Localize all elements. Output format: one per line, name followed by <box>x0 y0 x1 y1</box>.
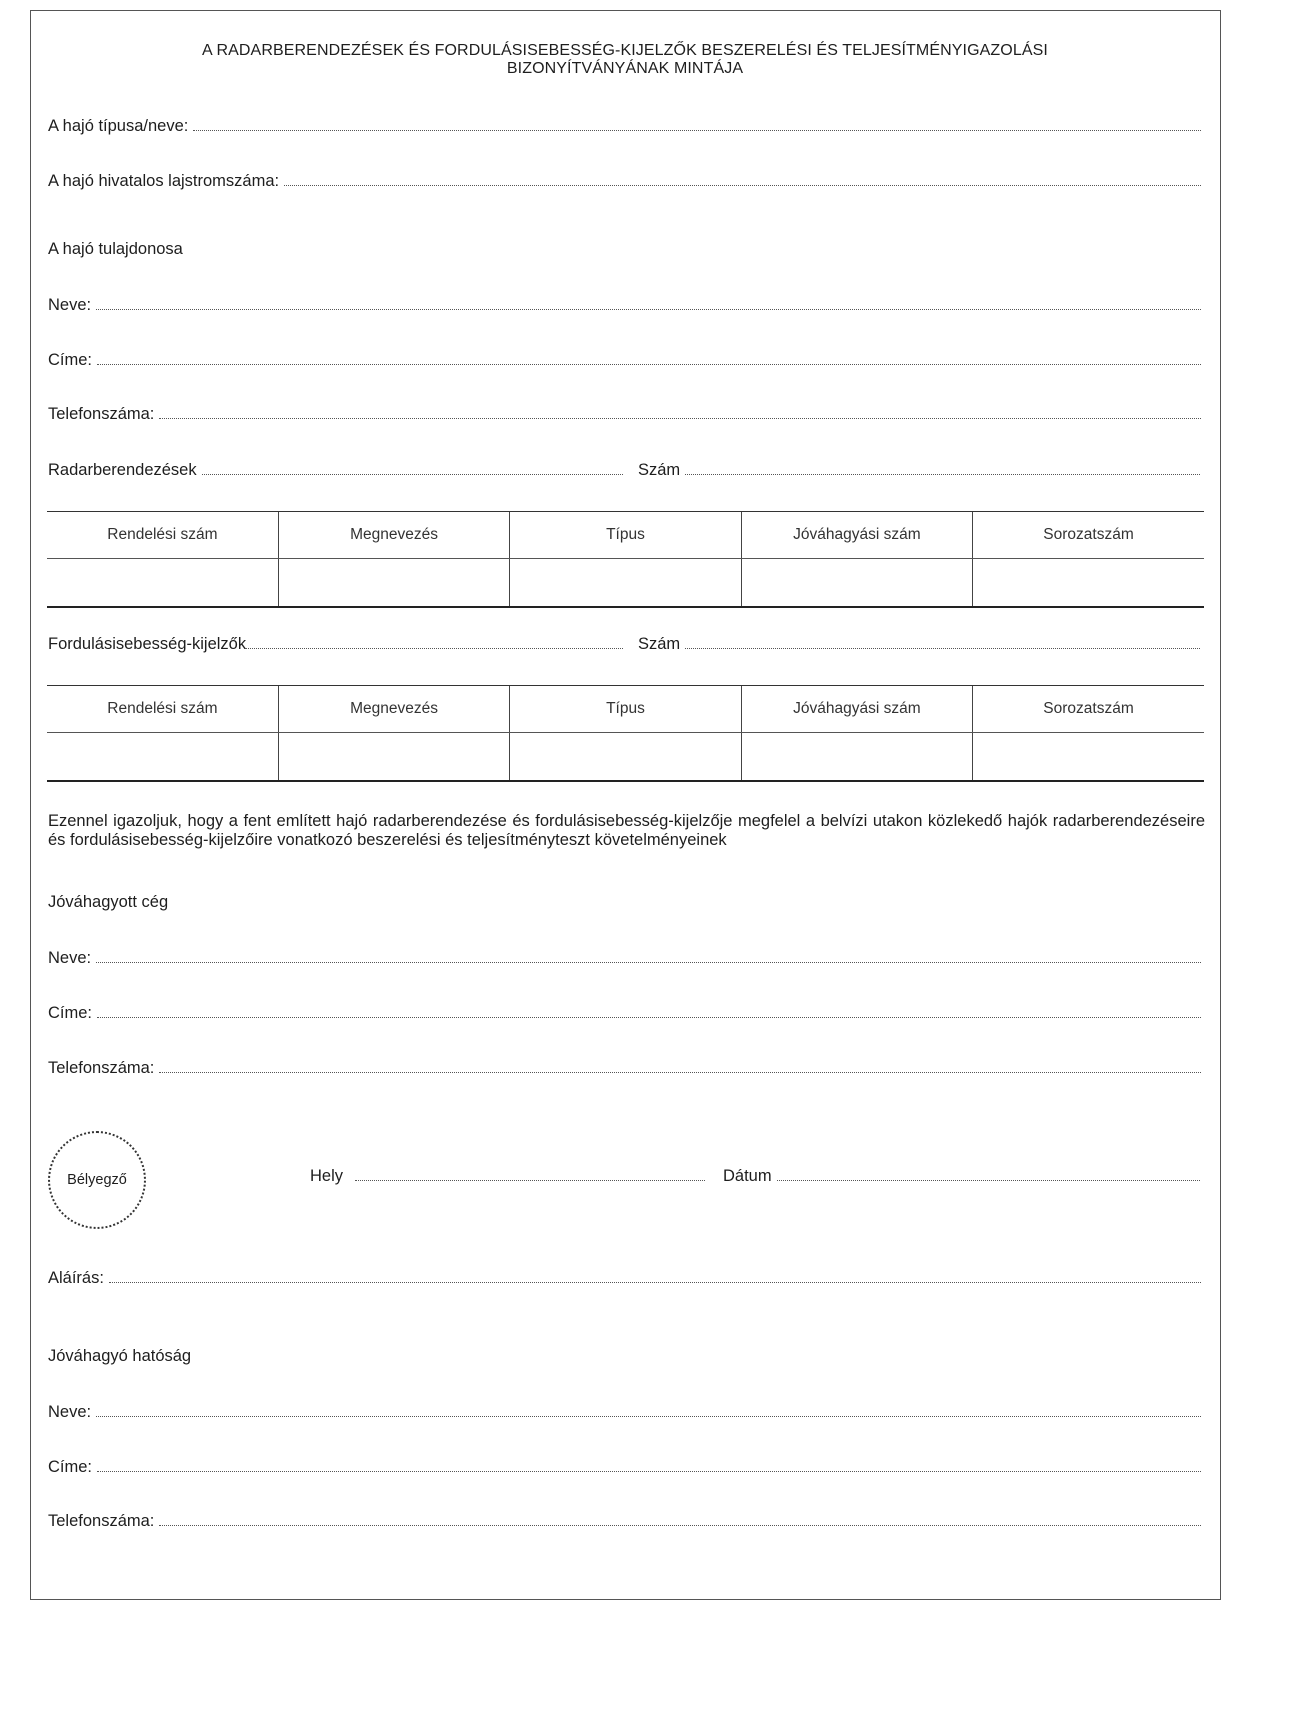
owner-phone-field[interactable] <box>48 404 1201 426</box>
authority-name-field[interactable] <box>48 1402 1201 1424</box>
authority-address-line[interactable] <box>97 1457 1201 1472</box>
turn-col-order-number: Rendelési szám <box>47 686 278 733</box>
company-address-label: Címe: <box>48 1004 93 1022</box>
company-phone-field[interactable] <box>48 1058 1201 1080</box>
owner-phone-label: Telefonszáma: <box>48 405 155 423</box>
company-name-label: Neve: <box>48 949 92 967</box>
turn-indicator-table <box>47 685 1204 782</box>
company-address-field[interactable] <box>48 1003 1201 1025</box>
turn-cell-type[interactable] <box>510 733 741 782</box>
signature-field[interactable] <box>48 1268 1201 1290</box>
radar-cell-designation[interactable] <box>278 559 509 608</box>
vessel-registry-field[interactable] <box>48 171 1201 193</box>
turn-indicator-field[interactable] <box>48 634 623 656</box>
radar-count-label: Szám <box>638 461 681 479</box>
radar-table-row <box>47 559 1204 608</box>
radar-line[interactable] <box>202 460 623 475</box>
certification-text: Ezennel igazoljuk, hogy a fent említett hajó radarberendezése és fordulásisebesség-kijelzője megfelel a belvízi utakon közlekedő hajók radarberendezéseire és fordulásisebesség-kijelzőire vonatkozó beszerelési és teljesítményteszt követelményeinek <box>48 812 1205 849</box>
radar-count-line[interactable] <box>685 460 1200 475</box>
radar-col-type: Típus <box>510 512 741 559</box>
vessel-registry-line[interactable] <box>284 171 1201 186</box>
signature-label: Aláírás: <box>48 1269 104 1287</box>
stamp-area <box>48 1131 146 1229</box>
radar-cell-type[interactable] <box>510 559 741 608</box>
radar-field[interactable] <box>48 460 623 482</box>
radar-col-serial-number: Sorozatszám <box>973 512 1204 559</box>
turn-cell-approval-number[interactable] <box>741 733 972 782</box>
signature-line[interactable] <box>109 1268 1201 1283</box>
authority-phone-field[interactable] <box>48 1511 1201 1533</box>
date-label: Dátum <box>723 1167 772 1185</box>
company-phone-label: Telefonszáma: <box>48 1059 155 1077</box>
turn-indicator-table-header-row <box>47 686 1204 733</box>
date-line[interactable] <box>777 1166 1200 1181</box>
turn-indicator-label: Fordulásisebesség-kijelzők <box>48 635 247 653</box>
radar-col-order-number: Rendelési szám <box>47 512 278 559</box>
turn-col-type: Típus <box>510 686 741 733</box>
turn-col-designation: Megnevezés <box>278 686 509 733</box>
authority-phone-line[interactable] <box>159 1511 1201 1526</box>
radar-cell-order-number[interactable] <box>47 559 278 608</box>
radar-cell-approval-number[interactable] <box>741 559 972 608</box>
vessel-type-name-line[interactable] <box>193 116 1201 131</box>
turn-indicator-count-line[interactable] <box>685 634 1200 649</box>
date-field[interactable] <box>723 1166 1200 1188</box>
stamp-label: Bélyegző <box>67 1172 127 1188</box>
turn-cell-designation[interactable] <box>278 733 509 782</box>
form-frame <box>30 10 1221 1600</box>
approved-company-heading: Jóváhagyott cég <box>48 893 169 911</box>
radar-table-header-row <box>47 512 1204 559</box>
company-address-line[interactable] <box>97 1003 1201 1018</box>
radar-count-field[interactable] <box>638 460 1200 482</box>
vessel-type-name-field[interactable] <box>48 116 1201 138</box>
authority-address-field[interactable] <box>48 1457 1201 1479</box>
authority-name-line[interactable] <box>96 1402 1201 1417</box>
title-line-1: A RADARBERENDEZÉSEK ÉS FORDULÁSISEBESSÉG-KIJELZŐK BESZERELÉSI ÉS TELJESÍTMÉNYIGAZOLÁSI <box>202 42 1048 59</box>
turn-indicator-line[interactable] <box>246 634 623 649</box>
form-title <box>60 42 1190 78</box>
owner-address-label: Címe: <box>48 351 93 369</box>
owner-name-line[interactable] <box>96 295 1201 310</box>
turn-indicator-count-label: Szám <box>638 635 681 653</box>
radar-label: Radarberendezések <box>48 461 197 479</box>
turn-cell-serial-number[interactable] <box>973 733 1204 782</box>
vessel-type-name-label: A hajó típusa/neve: <box>48 117 189 135</box>
owner-address-field[interactable] <box>48 350 1201 372</box>
place-line[interactable] <box>355 1166 705 1181</box>
turn-indicator-count-field[interactable] <box>638 634 1200 656</box>
company-name-field[interactable] <box>48 948 1201 970</box>
radar-col-approval-number: Jóváhagyási szám <box>741 512 972 559</box>
owner-name-field[interactable] <box>48 295 1201 317</box>
owner-name-label: Neve: <box>48 296 92 314</box>
company-name-line[interactable] <box>96 948 1201 963</box>
place-label: Hely <box>310 1167 344 1185</box>
authority-heading: Jóváhagyó hatóság <box>48 1347 192 1365</box>
place-field[interactable] <box>310 1166 705 1188</box>
company-phone-line[interactable] <box>159 1058 1201 1073</box>
turn-col-serial-number: Sorozatszám <box>973 686 1204 733</box>
turn-indicator-table-row <box>47 733 1204 782</box>
radar-cell-serial-number[interactable] <box>973 559 1204 608</box>
authority-phone-label: Telefonszáma: <box>48 1512 155 1530</box>
owner-phone-line[interactable] <box>159 404 1201 419</box>
authority-address-label: Címe: <box>48 1458 93 1476</box>
radar-table <box>47 511 1204 608</box>
owner-heading: A hajó tulajdonosa <box>48 240 183 258</box>
authority-name-label: Neve: <box>48 1403 92 1421</box>
turn-cell-order-number[interactable] <box>47 733 278 782</box>
radar-col-designation: Megnevezés <box>278 512 509 559</box>
owner-address-line[interactable] <box>97 350 1201 365</box>
vessel-registry-label: A hajó hivatalos lajstromszáma: <box>48 172 280 190</box>
title-line-2: BIZONYÍTVÁNYÁNAK MINTÁJA <box>506 60 744 77</box>
turn-col-approval-number: Jóváhagyási szám <box>741 686 972 733</box>
